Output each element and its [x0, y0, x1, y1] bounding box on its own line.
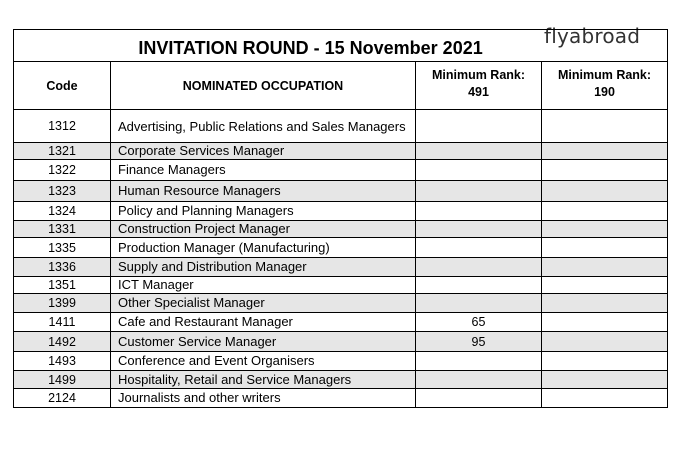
header-rank-190-label: Minimum Rank:: [557, 68, 652, 82]
rank-190-cell: [542, 277, 668, 294]
occupation-cell: Journalists and other writers: [111, 389, 416, 408]
table-row: [14, 238, 668, 258]
code-cell: 1321: [14, 143, 111, 160]
rank-491-cell: 65: [416, 313, 542, 332]
code-cell: 1499: [14, 371, 111, 389]
rank-190-cell: [542, 294, 668, 313]
rank-491-cell: 95: [416, 332, 542, 352]
occupation-cell: Cafe and Restaurant Manager: [111, 313, 416, 332]
rank-491-cell: [416, 389, 542, 408]
header-rank-491: [416, 62, 542, 110]
occupation-cell: Advertising, Public Relations and Sales Managers: [111, 110, 416, 143]
code-cell: 1323: [14, 181, 111, 202]
occupation-cell: Policy and Planning Managers: [111, 202, 416, 221]
rank-491-cell: [416, 277, 542, 294]
rank-190-cell: [542, 258, 668, 277]
table-row: [14, 371, 668, 389]
rank-491-cell: [416, 238, 542, 258]
rank-190-cell: [542, 160, 668, 181]
code-cell: 1312: [14, 110, 111, 143]
page-title: INVITATION ROUND - 15 November 2021: [14, 30, 668, 62]
occupation-cell: Other Specialist Manager: [111, 294, 416, 313]
code-cell: 1351: [14, 277, 111, 294]
occupation-cell: Customer Service Manager: [111, 332, 416, 352]
code-cell: 1492: [14, 332, 111, 352]
rank-190-cell: [542, 221, 668, 238]
table-row: [14, 389, 668, 408]
occupation-cell: Conference and Event Organisers: [111, 352, 416, 371]
header-rank-190: [542, 62, 668, 110]
code-cell: 2124: [14, 389, 111, 408]
header-code: Code: [14, 62, 111, 110]
table-row: [14, 160, 668, 181]
rank-190-cell: [542, 389, 668, 408]
rank-491-cell: [416, 181, 542, 202]
rank-491-cell: [416, 294, 542, 313]
table-row: [14, 202, 668, 221]
table-row: [14, 181, 668, 202]
rank-491-cell: [416, 202, 542, 221]
code-cell: 1411: [14, 313, 111, 332]
header-rank-190-value: 190: [594, 85, 615, 99]
occupation-cell: Hospitality, Retail and Service Managers: [111, 371, 416, 389]
code-cell: 1322: [14, 160, 111, 181]
rank-491-cell: [416, 371, 542, 389]
table-row: [14, 332, 668, 352]
rank-190-cell: [542, 352, 668, 371]
header-row: [14, 62, 668, 110]
rank-491-cell: [416, 221, 542, 238]
rank-190-cell: [542, 313, 668, 332]
rank-190-cell: [542, 181, 668, 202]
code-cell: 1399: [14, 294, 111, 313]
table-row: [14, 294, 668, 313]
rank-491-cell: [416, 160, 542, 181]
code-cell: 1335: [14, 238, 111, 258]
rank-190-cell: [542, 371, 668, 389]
title-row: [14, 30, 668, 62]
code-cell: 1324: [14, 202, 111, 221]
table-row: [14, 313, 668, 332]
occupation-cell: Supply and Distribution Manager: [111, 258, 416, 277]
header-rank-491-value: 491: [468, 85, 489, 99]
header-occupation: NOMINATED OCCUPATION: [111, 62, 416, 110]
header-rank-491-label: Minimum Rank:: [431, 68, 526, 82]
occupation-cell: Human Resource Managers: [111, 181, 416, 202]
rank-491-cell: [416, 110, 542, 143]
watermark: flyabroad: [544, 24, 641, 48]
rank-491-cell: [416, 143, 542, 160]
table-row: [14, 143, 668, 160]
occupation-cell: ICT Manager: [111, 277, 416, 294]
rank-190-cell: [542, 110, 668, 143]
rank-190-cell: [542, 202, 668, 221]
occupation-cell: Corporate Services Manager: [111, 143, 416, 160]
code-cell: 1493: [14, 352, 111, 371]
invitation-table: [13, 29, 668, 408]
occupation-cell: Construction Project Manager: [111, 221, 416, 238]
table-row: [14, 110, 668, 143]
table-row: [14, 352, 668, 371]
code-cell: 1336: [14, 258, 111, 277]
table-row: [14, 277, 668, 294]
rank-190-cell: [542, 143, 668, 160]
rank-190-cell: [542, 332, 668, 352]
rank-190-cell: [542, 238, 668, 258]
rank-491-cell: [416, 258, 542, 277]
code-cell: 1331: [14, 221, 111, 238]
occupation-cell: Finance Managers: [111, 160, 416, 181]
table-row: [14, 221, 668, 238]
rank-491-cell: [416, 352, 542, 371]
table-row: [14, 258, 668, 277]
occupation-cell: Production Manager (Manufacturing): [111, 238, 416, 258]
